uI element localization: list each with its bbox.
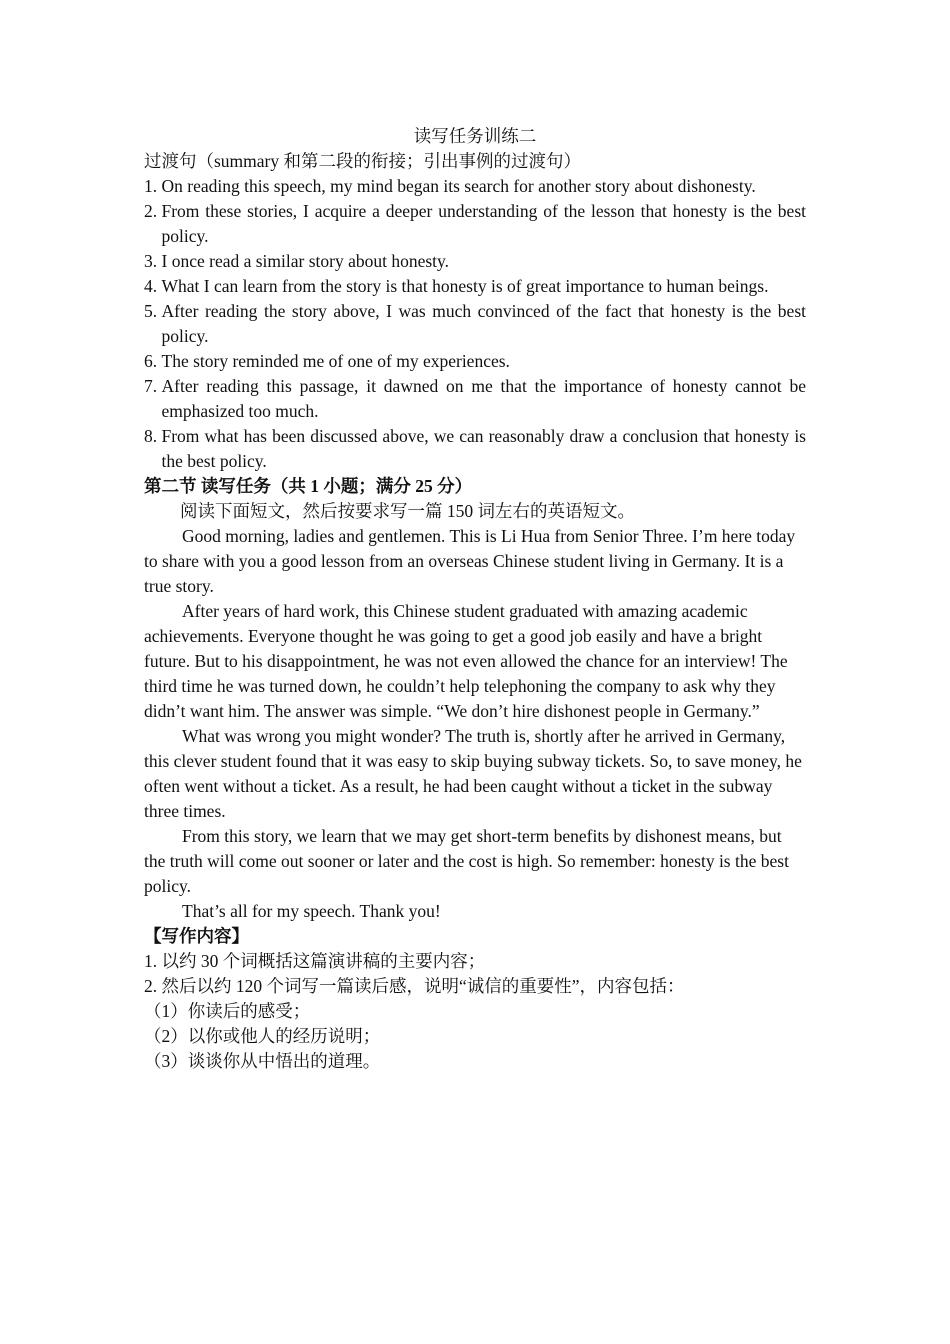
list-item: （3）谈谈你从中悟出的道理。 (144, 1051, 381, 1071)
list-item-text: From what has been discussed above, we can reasonably draw a conclusion that honesty is the best policy. (161, 426, 806, 471)
list-item (144, 424, 806, 474)
list-item: （2）以你或他人的经历说明； (144, 1026, 381, 1046)
list-item (144, 299, 806, 349)
list-item: 1. 以约 30 个词概括这篇演讲稿的主要内容； (144, 951, 486, 971)
list-item-text: After reading the story above, I was much convinced of the fact that honesty is the best policy. (161, 301, 806, 346)
transition-sentence-list (144, 174, 806, 474)
passage-paragraph: That’s all for my speech. Thank you! (182, 901, 441, 921)
list-item-number: 3. (144, 251, 162, 271)
list-item: 2. 然后以约 120 个词写一篇读后感，说明“诚信的重要性”，内容包括： (144, 976, 685, 996)
transition-heading: 过渡句（summary 和第二段的衔接；引出事例的过渡句） (144, 151, 582, 171)
list-item-number: 5. (144, 301, 162, 321)
passage-paragraph: After years of hard work, this Chinese student graduated with amazing academic achievements. Everyone thought he was going to get a good job easily and have a bright future. But to his disappointment, he was not even allowed the chance for an interview! The third time he was turned down, he couldn’t help telephoning the company to ask why they didn’t want him. The answer was simple. “We don’t hire dishonest people in Germany.” (144, 601, 788, 721)
passage-paragraph: Good morning, ladies and gentlemen. This is Li Hua from Senior Three. I’m here today to share with you a good lesson from an overseas Chinese student living in Germany. It is a true story. (144, 526, 796, 596)
list-item-number: 8. (144, 426, 162, 446)
list-item (144, 174, 806, 199)
list-item (144, 349, 806, 374)
list-item: （1）你读后的感受； (144, 1001, 311, 1021)
list-item (144, 374, 806, 424)
writing-heading: 【写作内容】 (144, 926, 249, 946)
list-item-text: What I can learn from the story is that honesty is of great importance to human beings. (161, 276, 769, 296)
list-item-number: 2. (144, 201, 162, 221)
list-item-number: 4. (144, 276, 162, 296)
document-page (144, 124, 806, 1074)
list-item-text: I once read a similar story about honesty. (161, 251, 450, 271)
document-title: 读写任务训练二 (413, 126, 537, 146)
passage-paragraph: From this story, we learn that we may get short-term benefits by dishonest means, but the truth will come out sooner or later and the cost is high. So remember: honesty is the best policy. (144, 826, 789, 896)
instruction-text: 阅读下面短文，然后按要求写一篇 150 词左右的英语短文。 (180, 501, 635, 521)
list-item (144, 274, 806, 299)
list-item (144, 199, 806, 249)
list-item-number: 7. (144, 376, 162, 396)
list-item-text: On reading this speech, my mind began its search for another story about dishonesty. (161, 176, 756, 196)
list-item-text: The story reminded me of one of my experiences. (161, 351, 510, 371)
section-heading: 第二节 读写任务（共 1 小题；满分 25 分） (144, 476, 473, 496)
list-item-number: 1. (144, 176, 162, 196)
list-item-text: After reading this passage, it dawned on me that the importance of honesty cannot be emphasized too much. (161, 376, 806, 421)
list-item-number: 6. (144, 351, 162, 371)
list-item-text: From these stories, I acquire a deeper understanding of the lesson that honesty is the best policy. (161, 201, 806, 246)
list-item (144, 249, 806, 274)
speech-passage (144, 524, 806, 924)
passage-paragraph: What was wrong you might wonder? The truth is, shortly after he arrived in Germany, this clever student found that it was easy to skip buying subway tickets. So, to save money, he often went without a ticket. As a result, he had been caught without a ticket in the subway three times. (144, 726, 802, 821)
writing-requirements (144, 949, 806, 1074)
